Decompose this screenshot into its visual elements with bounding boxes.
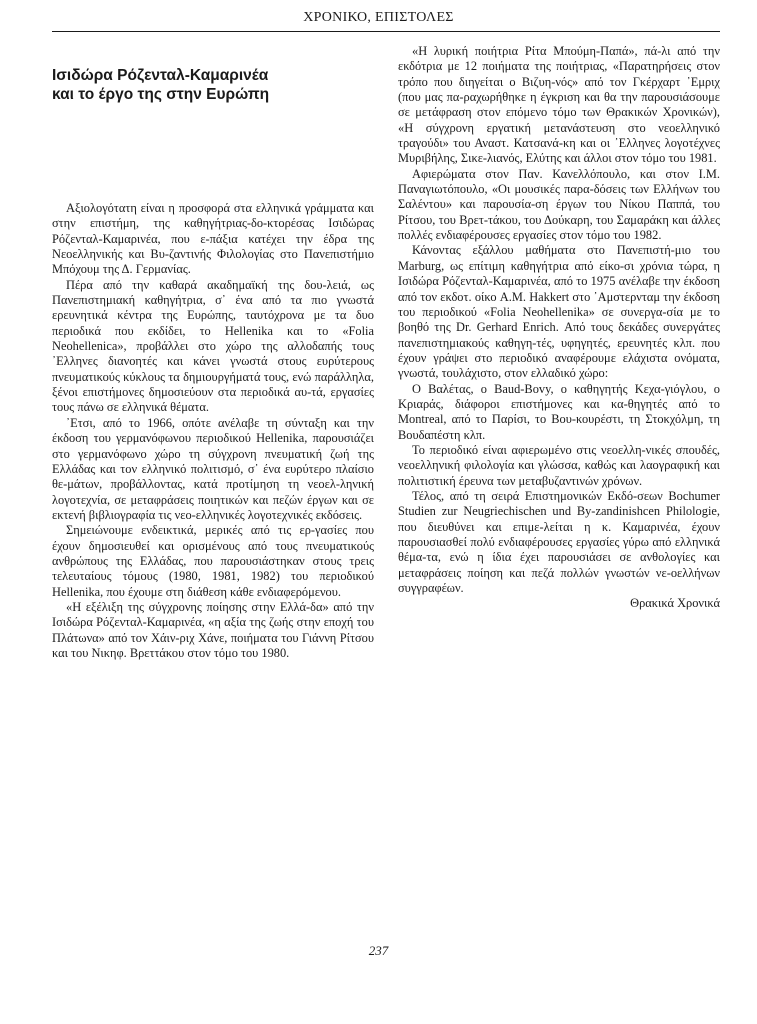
article-signature: Θρακικά Χρονικά [630, 596, 720, 611]
paragraph: Ο Βαλέτας, ο Baud-Bovy, ο καθηγητής Κεχα-γιόγλου, ο Κριαράς, διάφοροι επιστήμονες και κα-θηγητές από το Montreal, από το Παρίσι, το Βου-κουρέστι, τη Στοκχόλμη, τη Βουδαπέστη κλπ. [398, 381, 720, 442]
header-rule [52, 31, 720, 32]
paragraph: Το περιοδικό είναι αφιερωμένο στις νεοελλη-νικές σπουδές, νεοελληνική φιλολογία και γλώσσα, καθώς και λαογραφική και πολιτιστική έρευνα των μεταβυζαντινών χρόνων. [398, 442, 720, 488]
page-number: 237 [368, 943, 389, 958]
paragraph: Αξιολογότατη είναι η προσφορά στα ελληνικά γράμματα και στην επιστήμη, της καθηγήτριας-δο-κτορέσας Ισιδώρας Ρόζενταλ-Καμαρινέα, που ε-πάξια κατέχει την έδρα της Νεοελληνικής και Βυ-ζαντινής Φιλολογίας στο Πανεπιστήμιο Μπόχουμ της Δ. Γερμανίας. [52, 201, 374, 277]
paragraph: Σημειώνουμε ενδεικτικά, μερικές από τις ερ-γασίες που έχουν δημοσιευθεί και ορισμένους από τους πνευματικούς ανθρώπους της Ελλάδας, που παρουσιάστηκαν στους τρεις τελευταίους τόμους (1980, 1981, 1982) του περιοδικού Hellenika, που έχουμε στη διάθεση κάθε ενδιαφερόμενου. [52, 523, 374, 599]
paragraph: «Η λυρική ποιήτρια Ρίτα Μπούμη-Παπά», πά-λι από την εκδότρια με 12 ποιήματα της ποιήτριας, «Παρατηρήσεις στον τρόπο που διηγείται ο Βιζυη-νός» από τον Γκέρχαρτ ᾿Εμριχ (που μας πα-ραχωρήθηκε η έγκριση και θα την παρουσιάσουμε σε μετάφραση στον επόμενο τόμο των Θρακικών Χρονικών), «Η σύγχρονη εργατική μετανάστευση στο νεοελληνικό τραγούδι» του Αναστ. Κατσανά-κη και οι ᾿Ελληνες λογοτέχνες Μυριβήλης, Σικε-λιανός, Ελύτης και άλλοι στον τόμο του 1981. [398, 44, 720, 166]
paragraph: Τέλος, από τη σειρά Επιστημονικών Εκδό-σεων Bochumer Studien zur Neugriechischen und By-zandinishcen Philologie, που διευθύνει και επιμε-λείται η κ. Καμαρινέα, έχουν παρουσιασθεί πολύ ενδιαφέρουσες εργασίες γύρω από ελληνικά θέμα-τα, ενώ η ίδια έχει παρουσιάσει σε ανθολογίες και μεταφράσεις ποίηση και πεζά πολλών γνωστών νε-οελλήνων συγγραφέων. [398, 488, 720, 596]
paragraph: ᾿Ετσι, από το 1966, οπότε ανέλαβε τη σύνταξη και την έκδοση του γερμανόφωνου περιοδικού Hellenika, παρουσιάζει στο γερμανόφωνο χώρο τη σύγχρονη πνευματική ζωή της Ελλάδας και τον ελληνικό πολιτισμό, σ᾿ ένα ευρύτερο πλαίσιο θε-μάτων, προβάλλοντας, κατά προτίμηση τη νεοελ-ληνική λογοτεχνία, σε μεταφράσεις ποιητικών και πεζών έργων και σε εκτενή βιβλιογραφία τις νεο-ελληνικές λογοτεχνικές εκδόσεις. [52, 415, 374, 522]
right-column [398, 44, 720, 612]
running-head: ΧΡΟΝΙΚΟ, ΕΠΙΣΤΟΛΕΣ [303, 10, 454, 25]
article-title-line: Ισιδώρα Ρόζενταλ-Καμαρινέα [52, 67, 269, 84]
article-title-line: και το έργο της στην Ευρώπη [52, 86, 270, 103]
paragraph: Κάνοντας εξάλλου μαθήματα στο Πανεπιστή-μιο του Marburg, ως επίτιμη καθηγήτρια από είκο-σι χρόνια τώρα, η Ισιδώρα Ρόζενταλ-Καμαρινέα, από το 1975 ανέλαβε την έκδοση από τον εκδοτ. οίκο A.M. Hakkert στο ᾿Αμστερνταμ την έκδοση του περιοδικού «Folia Neohellenika» σε συνεργα-σία με το βοηθό της Dr. Gerhard Enrich. Από τους δεκάδες συνεργάτες πανεπιστημιακούς καθηγη-τές, υφηγητές, ερευνητές κλπ. που έχουν γράψει στο περιοδικό αναφέρουμε ελάχιστα ονόματα, γνωστά, τουλάχιστο, στον ελλαδικό χώρο: [398, 243, 720, 381]
left-column [52, 44, 374, 661]
paragraph: Πέρα από την καθαρά ακαδημαϊκή της δου-λειά, ως Πανεπιστημιακή καθηγήτρια, σ᾿ ένα από τα πιο γνωστά ερευνητικά κέντρα της Ευρώπης, ταυτόχρονα με τα δυο περιοδικά που εκδίδει, το Hellenika και το «Folia Neohellenica», προβάλλει στο χώρο της αλλοδαπής τους ᾿Ελληνες διανοητές και κάνει γνωστά στους ευρύτερους πνευματικούς κύκλους τα δημιουργήματά τους, ενώ παράλληλα, ξένοι επιστήμονες δημοσιεύουν στα περιοδικά αυ-τά, εργασίες τους πάνω σε ελληνικά θέματα. [52, 277, 374, 415]
paragraph: Αφιερώματα στον Παν. Κανελλόπουλο, και στον Ι.Μ. Παναγιωτόπουλο, «Οι μουσικές παρα-δόσεις των Ελλήνων του Σαλέντου» και παρουσία-ση έργων του Νίκου Παππά, του Ρίτσου, του Βρετ-τάκου, του Δούκαρη, του Σαμαράκη και άλλες πολλές ενδιαφέρουσες εργασίες στον τόμο του 1982. [398, 166, 720, 243]
article-title [52, 66, 374, 104]
paragraph: «Η εξέλιξη της σύγχρονης ποίησης στην Ελλά-δα» από την Ισιδώρα Ρόζενταλ-Καμαρινέα, «η αξία της ζωής στην εποχή του Πλάτωνα» από τον Χάιν-ριχ Χάνε, ποιήματα του Γιάννη Ρίτσου και του Νικηφ. Βρεττάκου στον τόμο του 1980. [52, 599, 374, 660]
